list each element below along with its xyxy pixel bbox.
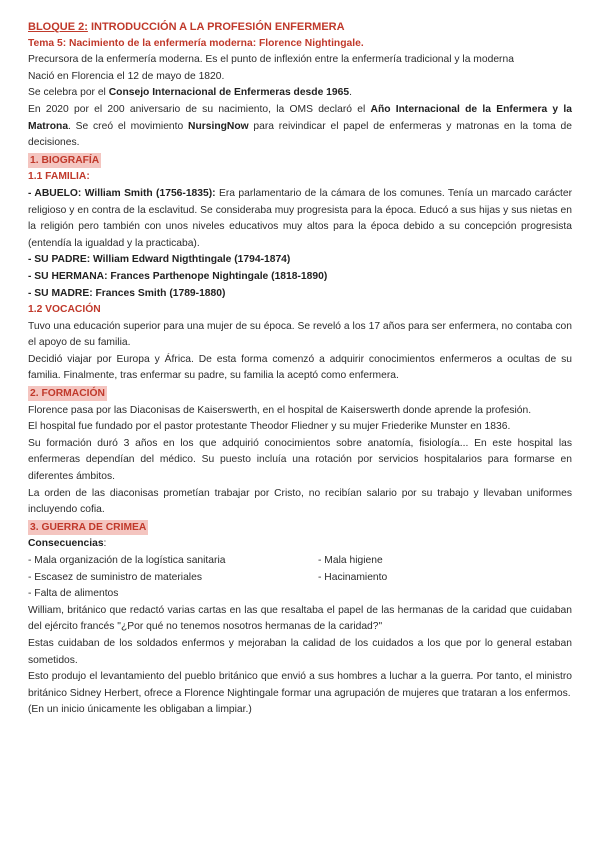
crimea-paragraph-4: (En un inicio únicamente les obligaban a limpiar.) (28, 704, 252, 716)
consecuencias-label-text: Consecuencias (28, 538, 104, 550)
intro-paragraph-2: Nació en Florencia el 12 de mayo de 1820. (28, 70, 225, 82)
section-heading-crimea: 3. GUERRA DE CRIMEA (30, 521, 147, 533)
hermana-line: - SU HERMANA: Frances Parthenope Nightingale (1818-1890) (28, 270, 328, 282)
consecuencias-list (28, 553, 572, 603)
intro-p3-end: . (349, 87, 352, 99)
abuelo-label: - ABUELO: William Smith (1756-1835): (28, 187, 216, 199)
block-title (28, 19, 572, 36)
crimea-paragraph-3: Esto produjo el levantamiento del pueblo británico que envió a sus hombres a luchar a la guerra. Por tanto, el ministro británico Sidney Herbert, ofrece a Florence Nightingale formar una agrupación de mujeres que trataran a los enfermos. (28, 671, 572, 699)
abuelo-paragraph (28, 186, 572, 252)
section-heading-biografia: 1. BIOGRAFÍA (30, 154, 100, 166)
madre-line: - SU MADRE: Frances Smith (1789-1880) (28, 287, 226, 299)
formacion-paragraph-3: Su formación duró 3 años en los que adquirió conocimientos sobre anatomía, fisiología... En este hospital las enfermeras dependían del médico. Su puesto incluía una rotación por servicios hospitalarios para formarse en diferentes ámbitos. (28, 437, 572, 483)
formacion-paragraph-1: Florence pasa por las Diaconisas de Kaiserswerth, en el hospital de Kaiserswerth donde aprende la profesión. (28, 404, 532, 416)
list-item: - Falta de alimentos (28, 588, 119, 600)
intro-paragraph-1: Precursora de la enfermería moderna. Es el punto de inflexión entre la enfermería tradicional y la moderna (28, 54, 514, 66)
topic-title: Tema 5: Nacimiento de la enfermería moderna: Florence Nightingale. (28, 37, 364, 49)
section-heading-formacion: 2. FORMACIÓN (30, 388, 105, 400)
consecuencias-label (28, 536, 572, 553)
subsection-heading-familia: 1.1 FAMILIA: (28, 171, 90, 183)
intro-p4-text: En 2020 por el 200 aniversario de su nacimiento, la OMS declaró el (28, 103, 371, 115)
block-label: BLOQUE 2: (28, 21, 88, 33)
list-item: - Hacinamiento (318, 571, 388, 583)
intro-p3-bold: Consejo Internacional de Enfermeras desde 1965 (108, 87, 350, 99)
intro-p4-bold-2: NursingNow (188, 120, 249, 132)
abuelo-text: Era parlamentario de la cámara de los comunes. Tenía un marcado carácter religioso y en contra de la esclavitud. Se consideraba muy progresista para la época. Educó a sus hijas y sus nietas en la religión pero también con unos niveles educativos muy altos para la época debido a su concepción progresista (entendía la igualdad y la practicaba). (28, 187, 572, 249)
intro-p3-text: Se celebra por el (28, 87, 109, 99)
formacion-paragraph-2: El hospital fue fundado por el pastor protestante Theodor Fliedner y su mujer Friederike Munster en 1836. (28, 421, 511, 433)
crimea-paragraph-1: William, británico que redactó varias cartas en las que resaltaba el papel de las hermanas de la caridad que cuidaban del ejército francés "¿Por qué no tenemos nosotros hermanas de la caridad?" (28, 604, 572, 633)
consecuencias-colon: : (103, 538, 107, 550)
intro-paragraph-4 (28, 102, 572, 152)
consecuencias-column-left (28, 553, 318, 603)
list-item: - Mala organización de la logística sanitaria (28, 555, 226, 566)
intro-p4-end: para reivindicar el papel de enfermeras y matronas en la toma de decisiones. (28, 120, 572, 149)
crimea-paragraph-2: Estas cuidaban de los soldados enfermos y mejoraban la calidad de los cuidados a los que por lo general estaban sometidos. (28, 637, 572, 666)
intro-paragraph-3 (28, 85, 572, 102)
formacion-paragraph-4: La orden de las diaconisas prometían trabajar por Cristo, no recibían salario por su trabajo y llevaban uniformes incluyendo cofia. (28, 487, 572, 516)
intro-p4-bold: Año Internacional de la Enfermera y la Matrona (28, 103, 573, 132)
padre-line: - SU PADRE: William Edward Nigthtingale (1794-1874) (28, 254, 291, 266)
list-item: - Escasez de suministro de materiales (28, 571, 202, 583)
vocacion-paragraph-2: Decidió viajar por Europa y África. De esta forma comenzó a adquirir conocimientos enfermeros a ocultas de su familia. Finalmente, tras enfermar su padre, su familia la aceptó como enfermera. (28, 353, 572, 382)
vocacion-paragraph-1: Tuvo una educación superior para una mujer de su época. Se reveló a los 17 años para ser enfermera, no contaba con el apoyo de su familia. (28, 320, 572, 349)
intro-p4-text-2: . Se creó el movimiento (68, 120, 189, 132)
subsection-heading-vocacion: 1.2 VOCACIÓN (28, 304, 101, 316)
block-title-text: INTRODUCCIÓN A LA PROFESIÓN ENFERMERA (87, 21, 345, 33)
consecuencias-column-right (318, 553, 572, 603)
list-item: - Mala higiene (318, 555, 383, 566)
